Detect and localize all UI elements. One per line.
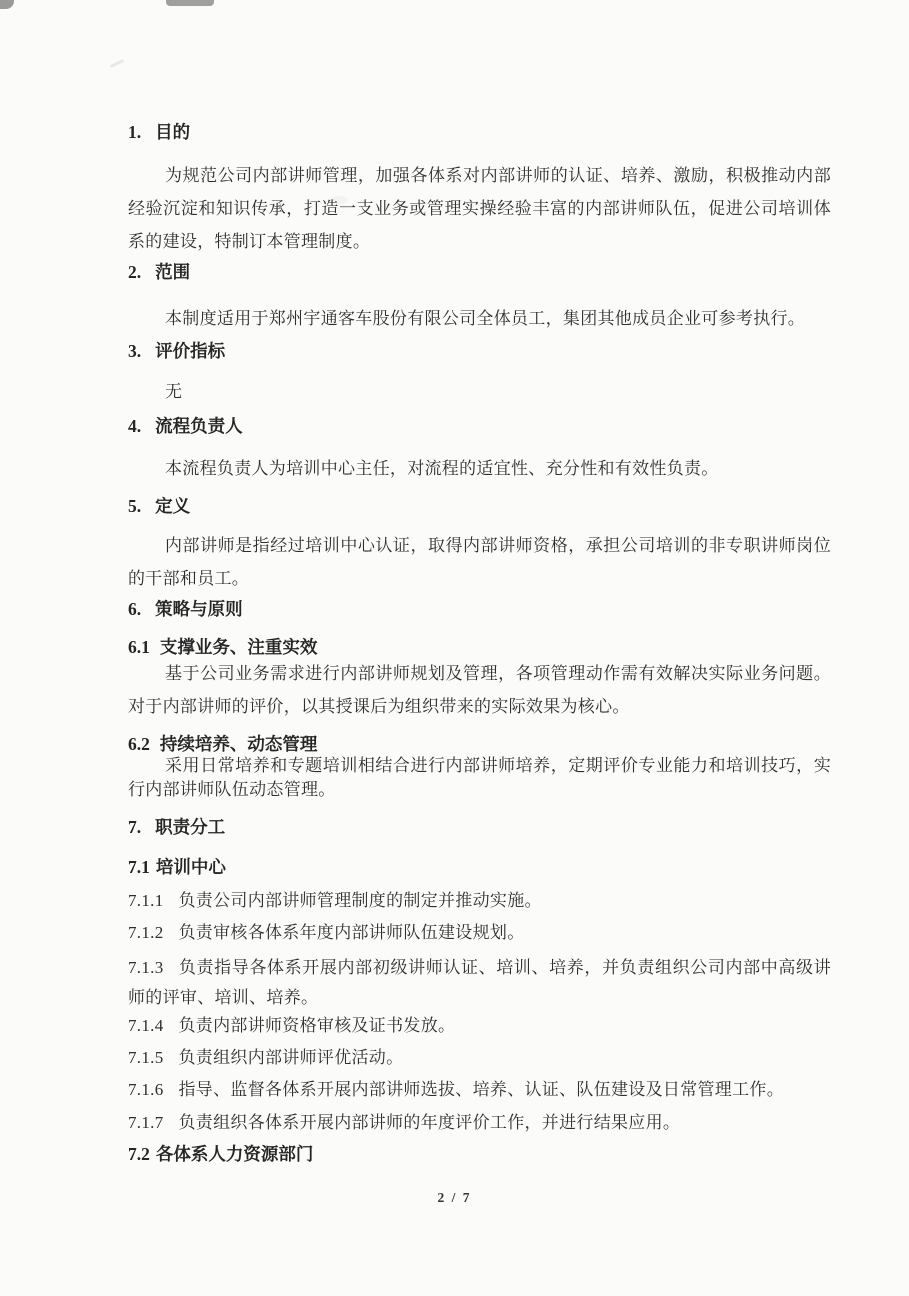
subsection-number: 6.1 — [128, 637, 150, 657]
subsection-title: 培训中心 — [155, 857, 226, 877]
clause-number: 7.1.2 — [128, 923, 164, 942]
section-heading-process-owner — [128, 414, 831, 438]
section-heading-strategy-principles — [128, 597, 831, 621]
subsection-title: 持续培养、动态管理 — [159, 734, 318, 754]
section-heading-responsibilities — [128, 815, 831, 839]
clause-number: 7.1.7 — [128, 1113, 164, 1132]
scope-paragraph: 本制度适用于郑州宇通客车股份有限公司全体员工，集团其他成员企业可参考执行。 — [165, 309, 806, 328]
scan-artifact — [0, 0, 14, 9]
clause-number: 7.1.6 — [128, 1080, 164, 1099]
process-owner-paragraph: 本流程负责人为培训中心主任，对流程的适宜性、充分性和有效性负责。 — [165, 459, 719, 478]
clause-7-1-1 — [128, 886, 831, 916]
clause-7-1-2 — [128, 918, 831, 948]
clause-7-1-7 — [128, 1108, 831, 1138]
clause-7-1-4 — [128, 1011, 831, 1041]
evaluation-indicators-paragraph: 无 — [165, 382, 183, 401]
purpose-paragraph: 为规范公司内部讲师管理，加强各体系对内部讲师的认证、培养、激励，积极推动内部经验沉淀和知识传承，打造一支业务或管理实操经验丰富的内部讲师队伍，促进公司培训体系的建设，特制订本管理制度。 — [128, 166, 831, 251]
clause-7-1-5 — [128, 1043, 831, 1073]
section-number: 6. — [128, 599, 142, 619]
subsection-number: 7.1 — [128, 857, 150, 877]
subsection-6-2-paragraph: 采用日常培养和专题培训相结合进行内部讲师培养，定期评价专业能力和培训技巧，实行内部讲师队伍动态管理。 — [128, 756, 831, 799]
scan-artifact — [166, 0, 214, 6]
subsection-6-1-paragraph: 基于公司业务需求进行内部讲师规划及管理，各项管理动作需有效解决实际业务问题。对于内部讲师的评价，以其授课后为组织带来的实际效果为核心。 — [128, 664, 831, 716]
clause-number: 7.1.1 — [128, 891, 164, 910]
subsection-title: 支撑业务、注重实效 — [159, 637, 318, 657]
section-number: 7. — [128, 817, 142, 837]
clause-text: 负责指导各体系开展内部初级讲师认证、培训、培养，并负责组织公司内部中高级讲师的评审、培训、培养。 — [128, 958, 831, 1007]
section-heading-definition — [128, 494, 831, 518]
subsection-heading-6-1 — [128, 635, 831, 659]
section-title: 职责分工 — [155, 817, 226, 837]
section-title: 目的 — [155, 122, 191, 142]
section-heading-purpose — [128, 120, 831, 144]
page-number: 2 / 7 — [437, 1190, 472, 1205]
clause-number: 7.1.5 — [128, 1048, 164, 1067]
clause-text: 负责组织内部讲师评优活动。 — [178, 1048, 404, 1067]
scan-artifact — [110, 59, 124, 68]
clause-7-1-6 — [128, 1075, 831, 1105]
subsection-number: 6.2 — [128, 734, 150, 754]
clause-text: 负责审核各体系年度内部讲师队伍建设规划。 — [178, 923, 525, 942]
clause-7-1-3 — [128, 953, 831, 1013]
section-number: 1. — [128, 122, 142, 142]
clause-text: 负责内部讲师资格审核及证书发放。 — [178, 1016, 456, 1035]
section-title: 评价指标 — [155, 341, 226, 361]
clause-number: 7.1.3 — [128, 958, 164, 977]
section-title: 策略与原则 — [155, 599, 243, 619]
section-number: 3. — [128, 341, 142, 361]
subsection-title: 各体系人力资源部门 — [155, 1144, 314, 1164]
subsection-heading-6-2 — [128, 732, 831, 756]
clause-number: 7.1.4 — [128, 1016, 164, 1035]
section-heading-evaluation-indicators — [128, 339, 831, 363]
subsection-number: 7.2 — [128, 1144, 150, 1164]
section-title: 流程负责人 — [155, 416, 243, 436]
section-heading-scope — [128, 260, 831, 284]
clause-text: 指导、监督各体系开展内部讲师选拔、培养、认证、队伍建设及日常管理工作。 — [178, 1080, 784, 1099]
clause-text: 负责公司内部讲师管理制度的制定并推动实施。 — [178, 891, 542, 910]
subsection-heading-7-1 — [128, 855, 831, 879]
section-number: 4. — [128, 416, 142, 436]
section-number: 2. — [128, 262, 142, 282]
section-number: 5. — [128, 496, 142, 516]
clause-text: 负责组织各体系开展内部讲师的年度评价工作，并进行结果应用。 — [178, 1113, 681, 1132]
definition-paragraph: 内部讲师是指经过培训中心认证，取得内部讲师资格，承担公司培训的非专职讲师岗位的干部和员工。 — [128, 536, 831, 588]
subsection-heading-7-2 — [128, 1142, 831, 1166]
section-title: 范围 — [155, 262, 191, 282]
section-title: 定义 — [155, 496, 191, 516]
